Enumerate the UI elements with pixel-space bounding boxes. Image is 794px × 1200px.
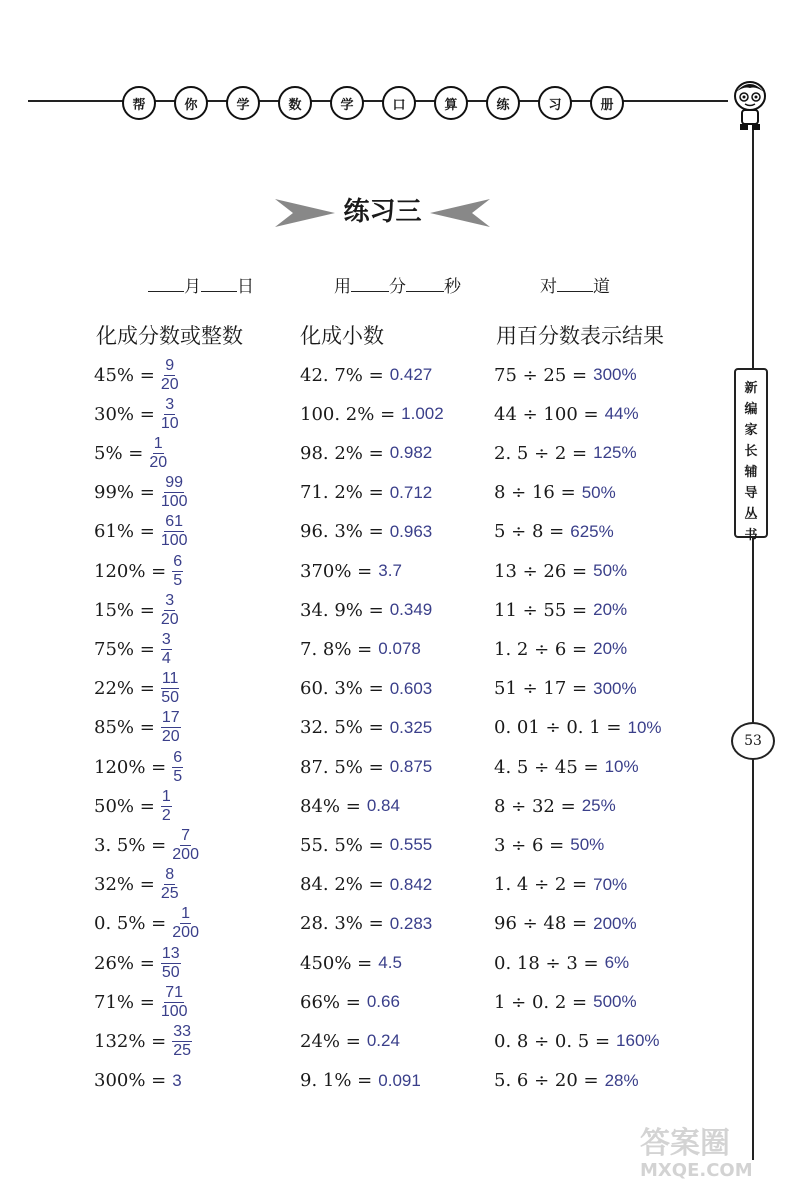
exercise-row <box>494 395 639 433</box>
exercise-row <box>494 1022 660 1060</box>
fraction-answer <box>161 946 181 981</box>
exercise-question: 34. 9% = <box>300 599 384 621</box>
exercise-question: 75 ÷ 25 = <box>494 364 588 386</box>
fraction-denominator: 4 <box>161 649 171 667</box>
exercise-question: 44 ÷ 100 = <box>494 403 599 425</box>
fraction-answer <box>172 750 183 785</box>
exercise-answer: 6% <box>604 953 630 972</box>
exercise-question: 3. 5% = <box>94 834 167 856</box>
exercise-row <box>94 434 167 472</box>
fraction-numerator: 1 <box>161 787 171 805</box>
exercise-answer: 0.283 <box>389 913 433 933</box>
series-label-char: 书 <box>744 528 758 543</box>
exercise-row <box>94 1022 192 1060</box>
exercise-question: 61% = <box>94 521 155 543</box>
exercise-question: 8 ÷ 16 = <box>494 482 576 504</box>
exercise-row <box>494 748 639 786</box>
fraction-denominator: 20 <box>149 453 168 471</box>
fraction-numerator: 8 <box>165 866 175 884</box>
fraction-denominator: 100 <box>160 493 188 511</box>
fraction-denominator: 25 <box>160 885 179 903</box>
page-number: 53 <box>731 722 775 760</box>
exercise-question: 84. 2% = <box>300 874 384 896</box>
fraction-answer <box>172 554 183 589</box>
exercise-question: 96. 3% = <box>300 521 384 543</box>
exercise-question: 87. 5% = <box>300 756 384 778</box>
exercise-row <box>94 983 188 1021</box>
fraction-numerator: 17 <box>161 709 180 727</box>
exercise-answer: 0.963 <box>389 521 433 541</box>
exercise-row <box>494 474 616 512</box>
fraction-denominator: 50 <box>161 963 180 981</box>
exercise-row <box>494 709 662 747</box>
exercise-question: 98. 2% = <box>300 442 384 464</box>
mascot-icon <box>728 78 772 134</box>
exercise-row <box>494 434 637 472</box>
use-label: 用 <box>334 277 351 297</box>
exercise-answer: 50% <box>593 561 628 580</box>
fraction-numerator: 3 <box>165 591 175 609</box>
exercise-row <box>494 356 637 394</box>
exercise-row <box>494 944 629 982</box>
exercise-question: 28. 3% = <box>300 913 384 935</box>
exercise-question: 450% = <box>300 952 373 974</box>
day-label: 日 <box>237 277 254 297</box>
exercise-row <box>300 552 402 590</box>
exercise-answer: 50% <box>570 835 605 855</box>
fraction-denominator: 5 <box>173 767 183 785</box>
exercise-question: 2. 5 ÷ 2 = <box>494 442 588 464</box>
exercise-answer: 0.091 <box>378 1070 421 1090</box>
score-field <box>540 272 610 297</box>
fraction-numerator: 13 <box>161 944 180 962</box>
exercise-question: 1 ÷ 0. 2 = <box>494 991 588 1013</box>
title-banner <box>275 193 490 233</box>
fraction-answer <box>172 906 199 941</box>
exercise-question: 120% = <box>94 560 167 582</box>
exercise-answer: 25% <box>581 796 616 816</box>
fraction-answer <box>161 671 180 706</box>
exercise-answer: 0.842 <box>389 874 433 894</box>
minute-blank[interactable] <box>351 277 389 292</box>
fraction-numerator: 6 <box>173 748 183 766</box>
exercise-row <box>94 552 183 590</box>
fraction-numerator: 7 <box>181 826 191 844</box>
exercise-question: 50% = <box>94 795 155 817</box>
exercise-question: 15% = <box>94 599 155 621</box>
exercise-row <box>94 474 188 512</box>
exercise-answer: 28% <box>604 1070 639 1090</box>
exercise-answer: 10% <box>627 717 662 737</box>
header-char: 练 <box>486 86 520 120</box>
exercise-answer: 0.349 <box>389 600 433 620</box>
exercise-row <box>300 591 432 629</box>
exercise-question: 370% = <box>300 560 373 582</box>
fraction-denominator: 100 <box>160 532 188 550</box>
exercise-question: 132% = <box>94 1030 167 1052</box>
exercise-row <box>494 826 604 864</box>
exercise-answer: 0.66 <box>366 992 400 1012</box>
exercise-question: 42. 7% = <box>300 364 384 386</box>
exercise-row <box>494 513 614 551</box>
exercise-answer: 300% <box>593 365 637 384</box>
exercise-question: 1. 2 ÷ 6 = <box>494 638 588 660</box>
exercise-answer: 0.325 <box>389 717 433 737</box>
series-label-char: 家 <box>744 423 758 438</box>
exercise-answer: 20% <box>593 600 628 620</box>
exercise-question: 9. 1% = <box>300 1070 373 1092</box>
exercise-row <box>300 709 432 747</box>
exercise-question: 7. 8% = <box>300 638 373 660</box>
exercise-row <box>494 1062 639 1100</box>
series-label-char: 长 <box>744 444 758 459</box>
header-char: 学 <box>330 86 364 120</box>
exercise-row <box>94 513 188 551</box>
exercise-question: 0. 5% = <box>94 913 167 935</box>
fraction-denominator: 200 <box>172 845 199 863</box>
exercise-row <box>94 356 179 394</box>
exercise-answer: 200% <box>593 913 637 933</box>
header-char: 数 <box>278 86 312 120</box>
exercise-row <box>94 670 179 708</box>
exercise-answer: 0.555 <box>389 835 433 855</box>
exercise-question: 0. 01 ÷ 0. 1 = <box>494 717 622 739</box>
exercise-row <box>300 787 400 825</box>
column-heading-percent: 用百分数表示结果 <box>496 324 664 348</box>
second-blank[interactable] <box>406 277 444 292</box>
column-heading-decimal: 化成小数 <box>300 324 384 348</box>
exercise-answer: 70% <box>593 874 628 894</box>
fraction-answer <box>172 828 199 863</box>
exercise-question: 100. 2% = <box>300 403 396 425</box>
fraction-answer <box>161 397 179 432</box>
exercise-row <box>300 474 432 512</box>
minute-label: 分 <box>389 277 406 297</box>
watermark-top: 答案圈 <box>640 1126 730 1161</box>
fraction-numerator: 11 <box>161 670 179 688</box>
exercise-question: 96 ÷ 48 = <box>494 913 588 935</box>
fraction-denominator: 2 <box>161 806 171 824</box>
questions-label: 道 <box>593 277 610 297</box>
side-rule <box>752 130 754 1160</box>
exercise-question: 45% = <box>94 364 155 386</box>
series-label-char: 辅 <box>744 465 758 480</box>
exercise-row <box>94 709 181 747</box>
time-field <box>334 272 461 297</box>
exercise-question: 75% = <box>94 638 155 660</box>
fraction-answer <box>161 867 179 902</box>
exercise-row <box>300 630 421 668</box>
fraction-denominator: 20 <box>160 610 179 628</box>
exercise-question: 26% = <box>94 952 155 974</box>
exercise-row <box>94 1062 182 1100</box>
fraction-numerator: 71 <box>165 983 184 1001</box>
exercise-answer: 0.078 <box>378 639 421 659</box>
fraction-numerator: 99 <box>165 474 184 492</box>
exercise-question: 85% = <box>94 717 155 739</box>
header-title <box>122 86 642 118</box>
series-label-char: 新 <box>744 381 758 396</box>
exercise-row <box>494 552 627 590</box>
exercise-row <box>94 591 179 629</box>
fraction-denominator: 100 <box>160 1002 188 1020</box>
exercise-row <box>94 944 181 982</box>
exercise-question: 13 ÷ 26 = <box>494 560 588 582</box>
watermark <box>640 1118 790 1194</box>
exercise-answer: 0.84 <box>366 796 400 816</box>
fraction-denominator: 20 <box>161 728 180 746</box>
exercise-question: 0. 18 ÷ 3 = <box>494 952 599 974</box>
fraction-numerator: 6 <box>173 552 183 570</box>
watermark-bottom: MXQE.COM <box>640 1160 753 1181</box>
fraction-numerator: 61 <box>165 513 184 531</box>
exercise-answer: 160% <box>616 1031 660 1051</box>
fraction-numerator: 1 <box>153 434 163 452</box>
header-char: 帮 <box>122 86 156 120</box>
page-title: 练习三 <box>343 197 422 227</box>
exercise-question: 32% = <box>94 874 155 896</box>
exercise-answer: 0.982 <box>389 443 433 463</box>
exercise-answer: 10% <box>604 757 639 776</box>
exercise-answer: 0.24 <box>366 1031 400 1051</box>
exercise-row <box>494 670 637 708</box>
exercise-question: 4. 5 ÷ 45 = <box>494 756 599 778</box>
exercise-question: 5 ÷ 8 = <box>494 521 565 543</box>
correct-blank[interactable] <box>557 277 593 292</box>
exercise-answer: 3.7 <box>378 561 402 580</box>
exercise-question: 71% = <box>94 991 155 1013</box>
fraction-answer <box>161 710 181 745</box>
fraction-answer <box>161 358 179 393</box>
exercise-question: 11 ÷ 55 = <box>494 599 588 621</box>
fraction-answer <box>161 789 172 824</box>
exercise-question: 0. 8 ÷ 0. 5 = <box>494 1030 611 1052</box>
exercise-answer: 0.712 <box>389 482 433 502</box>
exercise-row <box>300 826 432 864</box>
header-char: 口 <box>382 86 416 120</box>
exercise-row <box>300 983 400 1021</box>
exercise-answer: 0.875 <box>389 757 433 776</box>
column-heading-fraction: 化成分数或整数 <box>96 324 243 348</box>
fraction-answer <box>149 436 167 471</box>
exercise-row <box>300 944 402 982</box>
exercise-question: 71. 2% = <box>300 482 384 504</box>
exercise-question: 5% = <box>94 442 144 464</box>
exercise-row <box>94 866 179 904</box>
exercise-question: 30% = <box>94 403 155 425</box>
date-field <box>148 272 254 297</box>
exercise-answer: 20% <box>593 639 628 659</box>
exercise-row <box>494 983 637 1021</box>
exercise-question: 51 ÷ 17 = <box>494 678 588 700</box>
exercise-question: 60. 3% = <box>300 678 384 700</box>
fraction-answer <box>161 475 188 510</box>
fraction-denominator: 25 <box>173 1041 192 1059</box>
second-label: 秒 <box>444 277 461 297</box>
fraction-denominator: 20 <box>160 375 179 393</box>
exercise-row <box>94 748 183 786</box>
exercise-question: 55. 5% = <box>300 834 384 856</box>
exercise-answer: 300% <box>593 678 637 698</box>
exercise-row <box>300 748 432 786</box>
series-label-char: 丛 <box>744 507 758 522</box>
fraction-denominator: 10 <box>160 414 179 432</box>
exercise-row <box>300 395 444 433</box>
exercise-row <box>300 905 432 943</box>
fraction-answer <box>172 1024 192 1059</box>
exercise-row <box>494 787 616 825</box>
correct-label: 对 <box>540 277 557 297</box>
fraction-numerator: 3 <box>165 395 175 413</box>
fraction-denominator: 5 <box>173 571 183 589</box>
exercise-row <box>94 395 179 433</box>
header-char: 学 <box>226 86 260 120</box>
series-label-char: 导 <box>744 486 758 501</box>
header-char: 习 <box>538 86 572 120</box>
exercise-row <box>300 1062 421 1100</box>
exercise-answer: 125% <box>593 443 637 463</box>
exercise-row <box>300 670 432 708</box>
exercise-question: 1. 4 ÷ 2 = <box>494 874 588 896</box>
exercise-question: 3 ÷ 6 = <box>494 834 565 856</box>
fraction-numerator: 9 <box>165 356 175 374</box>
exercise-row <box>300 434 432 472</box>
exercise-row <box>300 513 432 551</box>
exercise-row <box>494 630 627 668</box>
header-char: 你 <box>174 86 208 120</box>
exercise-row <box>494 866 627 904</box>
day-blank[interactable] <box>201 277 237 292</box>
fraction-denominator: 200 <box>172 924 199 942</box>
month-label: 月 <box>184 277 201 297</box>
exercise-row <box>300 866 432 904</box>
exercise-question: 8 ÷ 32 = <box>494 795 576 817</box>
exercise-answer: 4.5 <box>378 953 402 972</box>
exercise-row <box>94 630 172 668</box>
exercise-question: 84% = <box>300 795 361 817</box>
exercise-question: 32. 5% = <box>300 717 384 739</box>
exercise-answer: 500% <box>593 992 637 1012</box>
fraction-answer <box>161 632 172 667</box>
fraction-numerator: 1 <box>181 905 191 923</box>
exercise-answer: 50% <box>581 482 616 502</box>
exercise-row <box>300 1022 400 1060</box>
series-label <box>734 368 768 543</box>
fraction-denominator: 50 <box>161 689 180 707</box>
fraction-answer <box>161 593 179 628</box>
exercise-answer: 3 <box>172 1070 182 1090</box>
exercise-row <box>494 591 627 629</box>
exercise-question: 22% = <box>94 678 155 700</box>
exercise-answer: 625% <box>570 521 614 541</box>
header-char: 算 <box>434 86 468 120</box>
month-blank[interactable] <box>148 277 184 292</box>
fraction-answer <box>161 514 188 549</box>
exercise-row <box>94 905 199 943</box>
exercise-row <box>494 905 637 943</box>
exercise-answer: 1.002 <box>401 404 444 424</box>
exercise-question: 5. 6 ÷ 20 = <box>494 1070 599 1092</box>
fraction-numerator: 33 <box>173 1022 192 1040</box>
exercise-answer: 0.427 <box>389 365 433 384</box>
header-char: 册 <box>590 86 624 120</box>
exercise-row <box>94 826 199 864</box>
exercise-question: 66% = <box>300 991 361 1013</box>
exercise-question: 24% = <box>300 1030 361 1052</box>
exercise-row <box>300 356 432 394</box>
series-label-char: 编 <box>744 402 758 417</box>
exercise-question: 99% = <box>94 482 155 504</box>
fraction-numerator: 3 <box>161 630 171 648</box>
exercise-answer: 0.603 <box>389 678 433 698</box>
exercise-row <box>94 787 172 825</box>
fraction-answer <box>161 985 188 1020</box>
exercise-answer: 44% <box>604 404 639 424</box>
exercise-question: 300% = <box>94 1070 167 1092</box>
exercise-question: 120% = <box>94 756 167 778</box>
